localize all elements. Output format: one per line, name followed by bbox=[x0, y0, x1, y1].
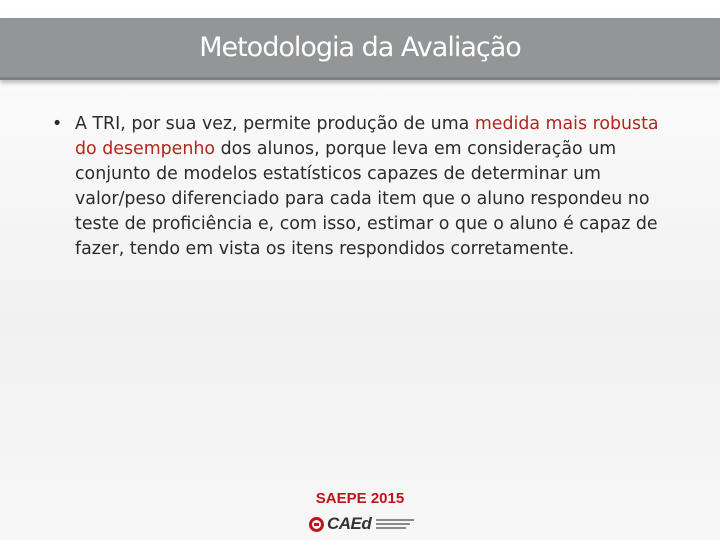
footer-label: SAEPE 2015 bbox=[315, 490, 405, 507]
caed-logo-subtext-lines bbox=[376, 519, 414, 531]
slide-title: Metodologia da Avaliação bbox=[199, 32, 521, 63]
caed-logo-text: CAEd bbox=[327, 514, 372, 533]
paragraph-highlight: medida mais robusta do desempenho bbox=[75, 114, 659, 159]
paragraph-text-2: dos alunos, porque leva em consideração um conjunto de modelos estatísticos capazes de determinar um valor/peso diferenciado para cada item que o aluno respondeu no teste de proficiência e, com isso, estimar o que o aluno é capaz de fazer, tendo em vista os itens respondidos corretamente. bbox=[75, 139, 658, 259]
bullet-paragraph bbox=[75, 112, 672, 262]
content-area bbox=[52, 112, 672, 262]
caed-logo bbox=[309, 516, 413, 534]
caed-logo-icon bbox=[309, 517, 324, 532]
bullet-icon: • bbox=[52, 114, 63, 134]
title-bar bbox=[0, 18, 720, 80]
paragraph-text-1: A TRI, por sua vez, permite produção de uma bbox=[75, 114, 475, 134]
